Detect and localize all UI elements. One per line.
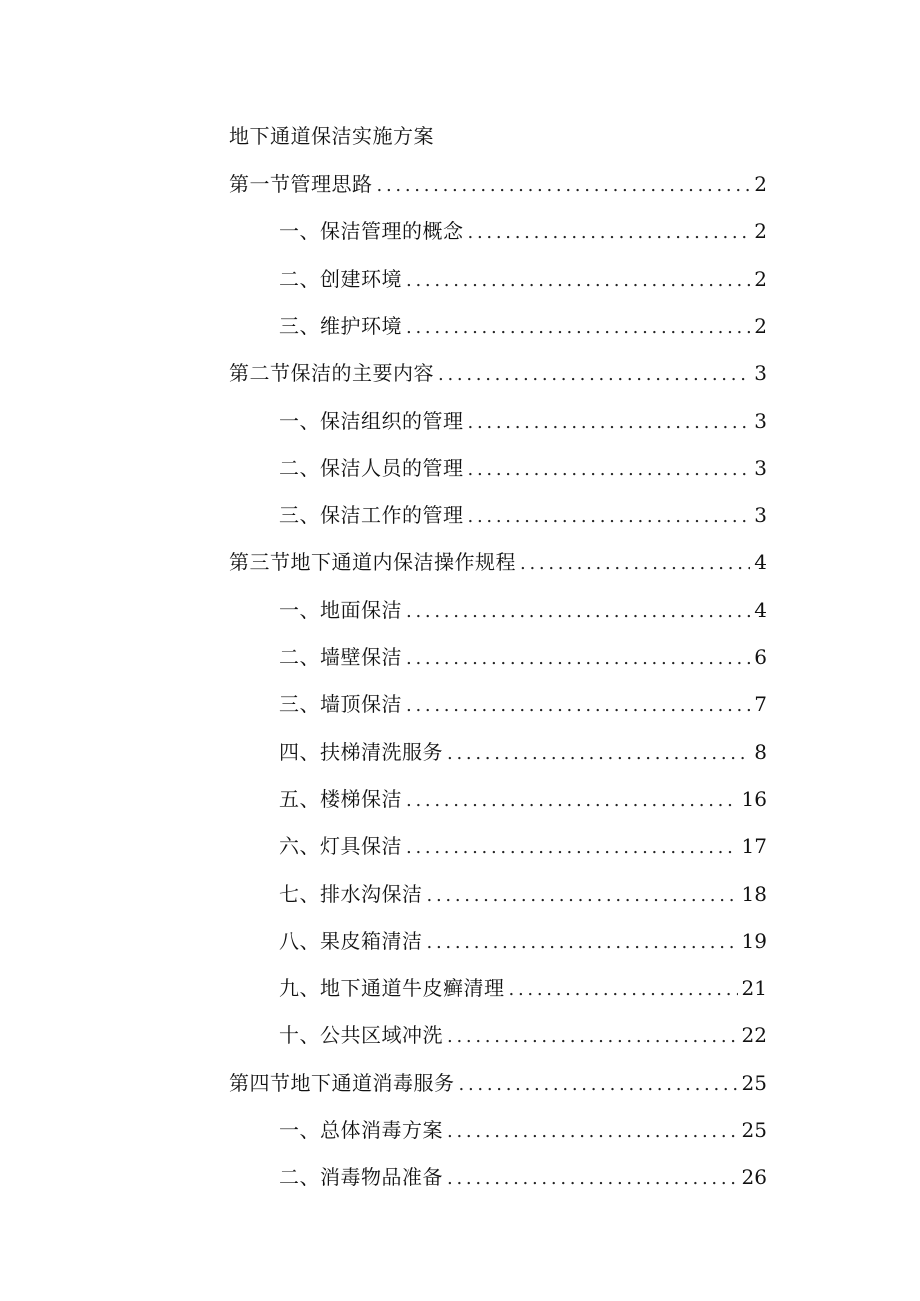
toc-entry-text: 七、排水沟保洁 <box>279 881 423 906</box>
toc-entry[interactable] <box>279 830 767 862</box>
toc-page-number: 8 <box>754 739 767 764</box>
toc-page-number: 7 <box>754 692 767 717</box>
toc-entry-text: 二、创建环境 <box>279 266 402 291</box>
dot-leader <box>468 407 751 439</box>
toc-entry-text: 第四节地下通道消毒服务 <box>229 1070 455 1095</box>
toc-page-number: 19 <box>741 928 767 953</box>
toc-page-number: 3 <box>754 503 767 528</box>
toc-entry[interactable] <box>279 1114 767 1146</box>
toc-entry[interactable] <box>279 1019 767 1051</box>
toc-entry-text: 八、果皮箱清洁 <box>279 928 423 953</box>
toc-entry[interactable] <box>279 1161 767 1193</box>
toc-entry-text: 一、总体消毒方案 <box>279 1118 443 1142</box>
dot-leader <box>406 690 750 722</box>
toc-entry[interactable] <box>279 263 767 295</box>
toc-page-number: 4 <box>754 597 767 622</box>
toc-entry[interactable] <box>279 452 767 484</box>
toc-page-number: 22 <box>741 1023 767 1048</box>
dot-leader <box>447 1021 738 1053</box>
toc-entry-text: 三、维护环境 <box>279 313 402 338</box>
toc-page-number: 3 <box>754 408 767 433</box>
toc-entry-text: 第二节保洁的主要内容 <box>229 361 434 386</box>
toc-entry-text: 四、扶梯清洗服务 <box>279 739 443 764</box>
toc-entry[interactable] <box>279 310 767 342</box>
dot-leader <box>377 170 751 202</box>
dot-leader <box>520 548 750 580</box>
dot-leader <box>406 265 750 297</box>
toc-entry[interactable] <box>279 688 767 720</box>
toc-page-number: 3 <box>754 361 767 386</box>
document-title: 地下通道保洁实施方案 <box>229 124 434 148</box>
dot-leader <box>406 643 750 675</box>
toc-entry[interactable] <box>279 972 767 1004</box>
dot-leader <box>438 359 750 391</box>
toc-entry[interactable] <box>279 594 767 626</box>
toc-entry-text: 六、灯具保洁 <box>279 834 402 859</box>
toc-entry[interactable] <box>279 641 767 673</box>
toc-entry-text: 三、墙顶保洁 <box>279 692 402 717</box>
toc-page-number: 6 <box>754 645 767 669</box>
toc-entry[interactable] <box>279 925 767 957</box>
toc-entry-text: 第三节地下通道内保洁操作规程 <box>229 550 516 575</box>
dot-leader <box>447 1163 738 1195</box>
toc-page-number: 18 <box>741 881 767 906</box>
dot-leader <box>468 454 751 486</box>
toc-entry[interactable] <box>279 736 767 768</box>
toc-entry[interactable] <box>279 215 767 247</box>
toc-entry-text: 二、保洁人员的管理 <box>279 455 464 480</box>
dot-leader <box>406 832 738 864</box>
toc-page-number: 16 <box>741 786 767 811</box>
toc-entry[interactable] <box>229 357 767 389</box>
toc-page-number: 3 <box>754 455 767 480</box>
toc-entry-text: 一、保洁管理的概念 <box>279 219 464 244</box>
dot-leader <box>459 1069 738 1101</box>
toc-entry-text: 三、保洁工作的管理 <box>279 503 464 528</box>
dot-leader <box>447 738 750 770</box>
toc-entry[interactable] <box>229 168 767 200</box>
toc-entry-text: 五、楼梯保洁 <box>279 786 402 811</box>
dot-leader <box>406 596 750 628</box>
dot-leader <box>509 974 738 1006</box>
toc-entry-text: 二、消毒物品准备 <box>279 1165 443 1190</box>
toc-entry-text: 第一节管理思路 <box>229 172 373 196</box>
toc-page-number: 2 <box>754 313 767 338</box>
dot-leader <box>406 312 750 344</box>
toc-page-number: 26 <box>741 1165 767 1190</box>
dot-leader <box>406 785 738 817</box>
toc-entry[interactable] <box>279 405 767 437</box>
toc-entry-text: 一、保洁组织的管理 <box>279 408 464 433</box>
dot-leader <box>427 880 738 912</box>
toc-page-number: 2 <box>754 172 767 196</box>
toc-page-number: 17 <box>741 834 767 859</box>
toc-page-number: 21 <box>741 976 767 1001</box>
toc-entry-text: 一、地面保洁 <box>279 597 402 622</box>
toc-page-number: 4 <box>754 550 767 575</box>
toc-entry-text: 九、地下通道牛皮癣清理 <box>279 976 505 1001</box>
dot-leader <box>468 501 751 533</box>
toc-entry[interactable] <box>279 878 767 910</box>
toc-entry[interactable] <box>279 499 767 531</box>
dot-leader <box>468 217 751 249</box>
toc-entry-text: 二、墙壁保洁 <box>279 645 402 669</box>
toc-entry-text: 十、公共区域冲洗 <box>279 1023 443 1048</box>
toc-entry[interactable] <box>229 546 767 578</box>
toc-page-number: 2 <box>754 219 767 244</box>
toc-page-number: 25 <box>741 1118 767 1142</box>
dot-leader <box>447 1116 738 1148</box>
toc-entry[interactable] <box>229 1067 767 1099</box>
dot-leader <box>427 927 738 959</box>
toc-page-number: 25 <box>741 1070 767 1095</box>
toc-entry[interactable] <box>279 783 767 815</box>
toc-page-number: 2 <box>754 266 767 291</box>
